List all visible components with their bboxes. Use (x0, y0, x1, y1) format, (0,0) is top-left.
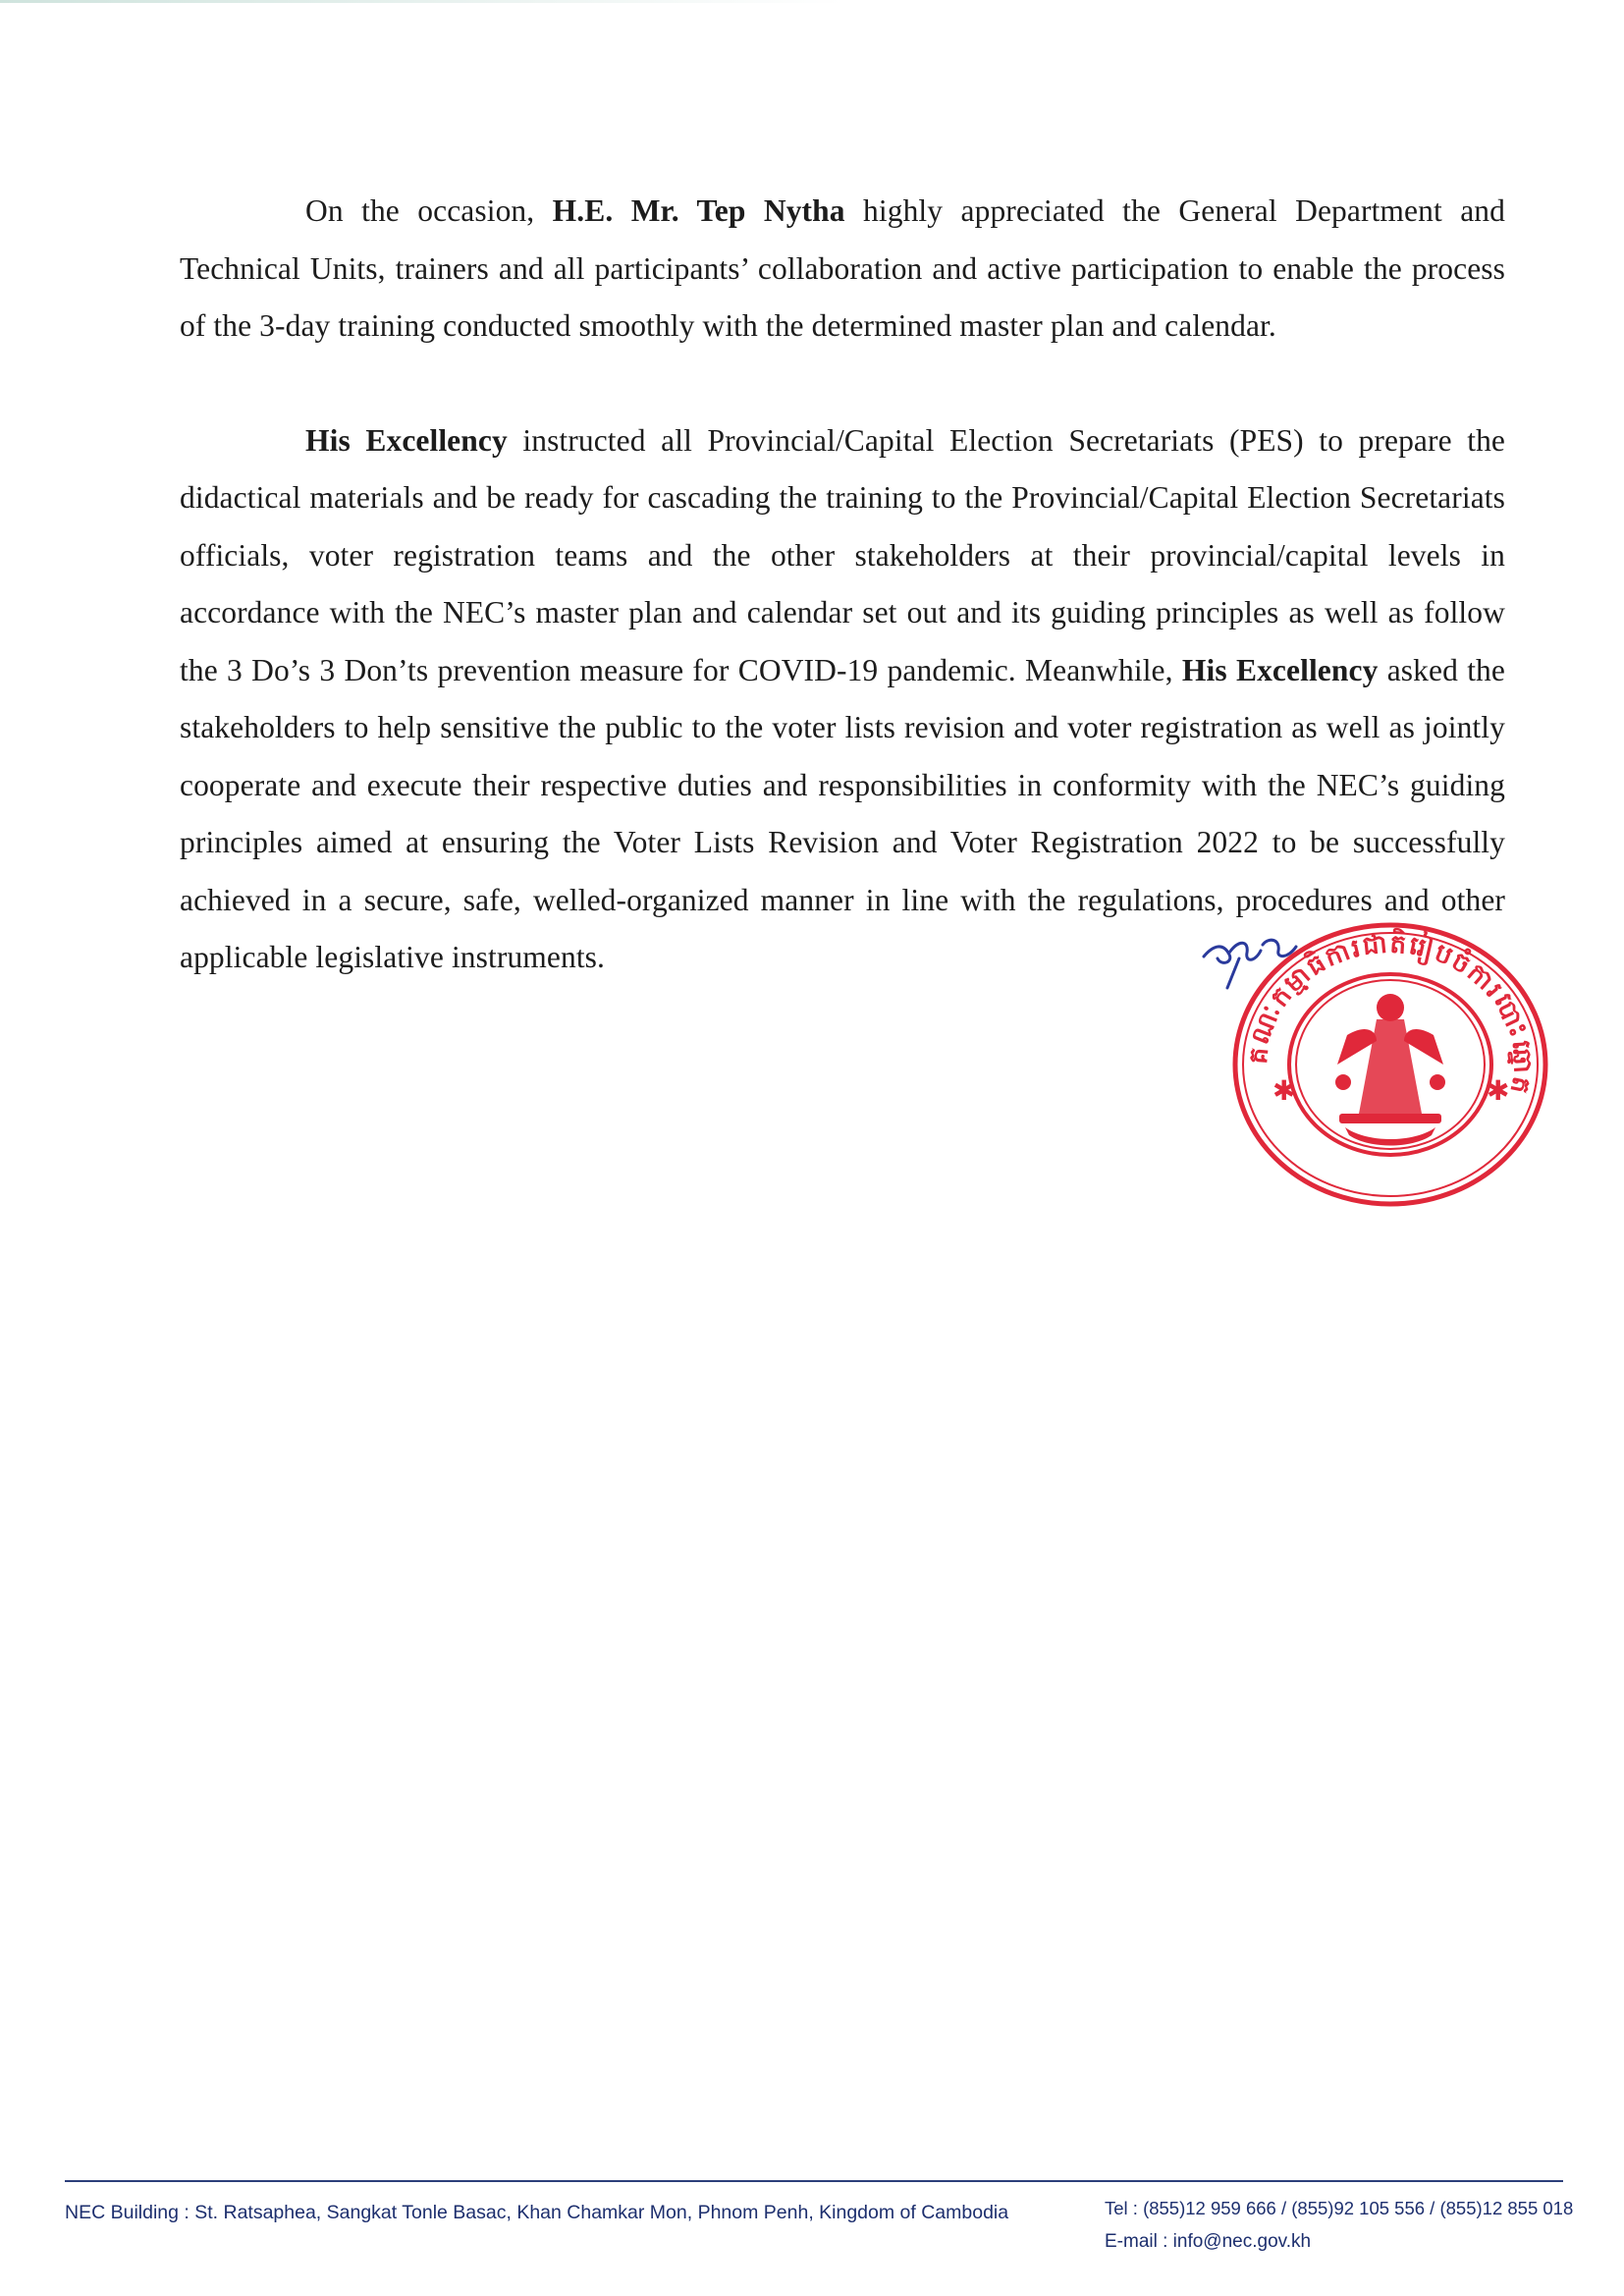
footer-divider (65, 2180, 1563, 2182)
paragraph-1: On the occasion, H.E. Mr. Tep Nytha highly appreciated the General Department and Technical Units, trainers and all participants’ collaboration and active participation to enable the process of the 3-day training conducted smoothly with the determined master plan and calendar. (180, 193, 1505, 343)
his-excellency-lead: His Excellency (305, 422, 508, 458)
his-excellency-mid: His Excellency (1181, 652, 1379, 687)
paragraph-2: His Excellency instructed all Provincial/Capital Election Secretariats (PES) to prepare the didactical materials and be ready for cascading the training to the Provincial/Capital Election Secretariats officials, voter registration teams and the other stakeholders at their provincial/capital levels in accordance with the NEC’s master plan and calendar set out and its guiding principles as well as follow the 3 Do’s 3 Don’ts prevention measure for COVID-19 pandemic. Meanwhile, His Excellency asked the stakeholders to help sensitive the public to the voter lists revision and voter registration as well as jointly cooperate and execute their respective duties and responsibilities in conformity with the NEC’s guiding principles aimed at ensuring the Voter Lists Revision and Voter Registration 2022 to be successfully achieved in a secure, safe, welled-organized manner in line with the regulations, procedures and other applicable legislative instruments. (180, 422, 1505, 974)
official-name: H.E. Mr. Tep Nytha (552, 193, 845, 228)
svg-text:✱: ✱ (1487, 1074, 1510, 1107)
footer-phone: Tel : (855)12 959 666 / (855)92 105 556 / (855)12 855 018 (1105, 2198, 1574, 2218)
scan-edge (0, 0, 844, 3)
footer-email: E-mail : info@nec.gov.kh (1105, 2231, 1312, 2252)
official-seal (1229, 917, 1551, 1212)
footer-address: NEC Building : St. Ratsaphea, Sangkat Tonle Basac, Khan Chamkar Mon, Phnom Penh, Kingdom of Cambodia (65, 2202, 1009, 2223)
svg-text:✱: ✱ (1272, 1074, 1296, 1107)
document-body (180, 183, 1505, 987)
seal-ring-text: គណៈកម្មាធិការជាតិរៀបចំការបោះឆ្នោត (1243, 929, 1538, 1098)
